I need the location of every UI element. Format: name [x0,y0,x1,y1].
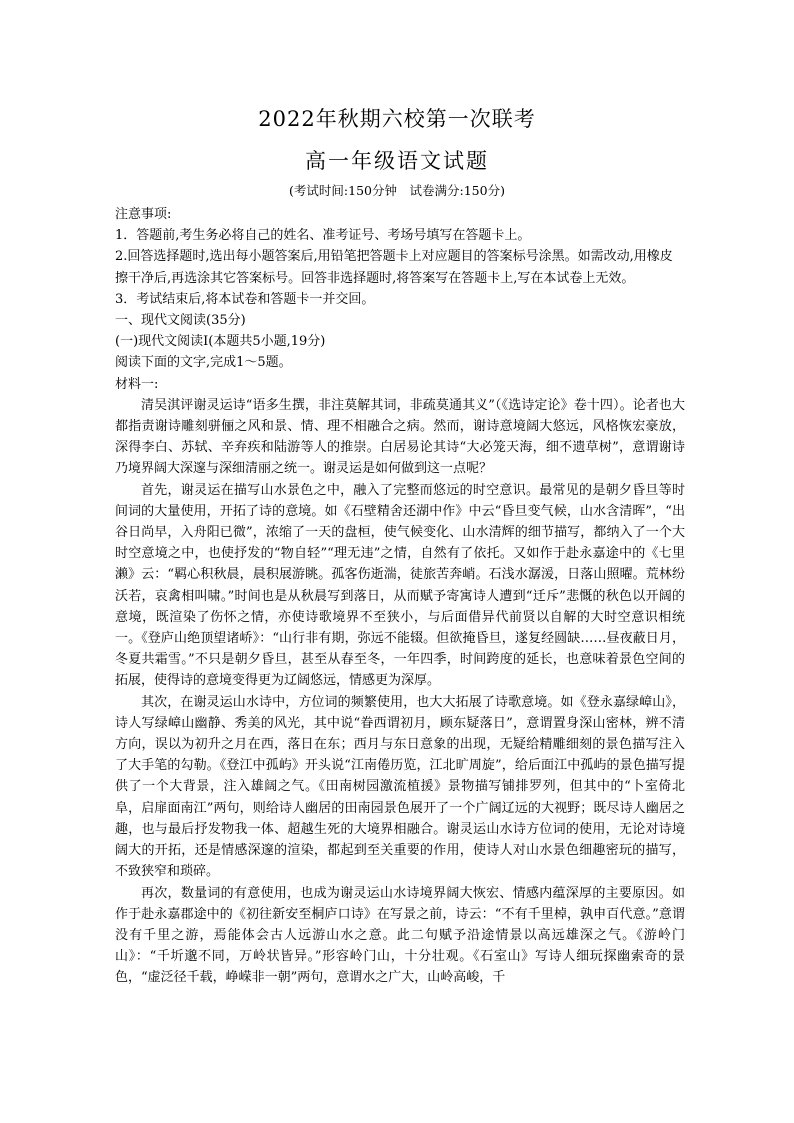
passage-paragraph-2: 首先，谢灵运在描写山水景色之中，融入了完整而悠远的时空意识。最常见的是朝夕昏旦等时间词的大量使用，开拓了诗的意境。如《石壁精舍还湖中作》中云“昏旦变气候，山水含清晖”，“出谷日尚早，入舟阳已微”，浓缩了一天的盘桓，使气候变化、山水清辉的细节描写，都纳入了一个大时空意境之中，也使抒发的“物自轻”“理无违”之情，自然有了依托。又如作于赴永嘉途中的《七里濑》云：“羁心积秋晨，晨积展游眺。孤客伤逝湍，徒旅苦奔峭。石浅水潺湲，日落山照曜。荒林纷沃若，哀禽相叫啸。”时间也是从秋晨写到落日，从而赋予寄寓诗人遭到“迁斥”悲慨的秋色以开阔的意境，既渲染了伤怀之情，亦使诗歌境界不至狭小，与后面借异代前贤以自解的大时空意识相统一。《登庐山绝顶望诸峤》：“山行非有期，弥远不能辍。但欲掩昏旦，遂复经圆缺……昼夜蔽日月，冬夏共霜雪。”不只是朝夕昏旦，甚至从春至冬，一年四季，时间跨度的延长，也意味着景色空间的拓展，使得诗的意境变得更为辽阔悠远，情感更为深厚。 [115,482,685,689]
reading-instruction: 阅读下面的文字,完成1～5题。 [115,355,292,371]
exam-time-info: (考试时间:150分钟 试卷满分:150分) [289,183,505,198]
exam-subtitle: 高一年级语文试题 [305,149,489,173]
passage-paragraph-4: 再次，数量词的有意使用，也成为谢灵运山水诗境界阔大恢宏、情感内蕴深厚的主要原因。如作于赴永嘉郡途中的《初往新安至桐庐口诗》在写景之前，诗云：“不有千里棹，孰申百代意。”意谓没有千里之游，焉能体会古人远游山水之意。此二句赋予沿途情景以高远雄深之气。《游岭门山》：“千圻邈不同，万岭状皆异。”形容岭门山，十分壮观。《石室山》写诗人细玩探幽索奇的景色，“虚泛径千载，峥嵘非一朝”两句，意谓水之广大，山岭高峻，千 [115,885,685,986]
exam-body [115,204,685,989]
notice-item-2: 2.回答选择题时,选出每小题答案后,用铅笔把答题卡上对应题目的答案标号涂黑。如需改动,用橡皮擦干净后,再选涂其它答案标号。回答非选择题时,将答案写在答题卡上,写在本试卷上无效。 [115,249,673,286]
passage-paragraph-1: 清吴淇评谢灵运诗“语多生撰，非注莫解其词，非疏莫通其义”（《选诗定论》卷十四）。论者也大都指责谢诗雕刻骈俪之风和景、情、理不相融合之病。然而，谢诗意境阔大悠远，风格恢宏豪放，深得李白、苏轼、辛弃疾和陆游等人的推崇。白居易论其诗“大必笼天海，细不遗草树”，意谓谢诗乃境界阔大深邃与深细清丽之统一。谢灵运是如何做到这一点呢？ [115,397,685,477]
material-label: 材料一: [115,376,159,392]
notice-item-3: 3．考试结束后,将本试卷和答题卡一并交回。 [115,291,375,307]
exam-title: 2022年秋期六校第一次联考 [258,107,536,131]
passage-paragraph-3: 其次，在谢灵运山水诗中，方位词的频繁使用，也大大拓展了诗歌意境。如《登永嘉绿嶂山》，诗人写绿嶂山幽静、秀美的风光，其中说“眷西谓初月，顾东疑落日”，意谓置身深山密林，辨不清方向，误以为初升之月在西，落日在东；西月与东日意象的出现，无疑给精雕细刻的景色描写注入了大手笔的勾勒。《登江中孤屿》开头说“江南倦历览，江北旷周旋”，给后面江中孤屿的景色描写提供了一个大背景，注入雄阔之气。《田南树园激流植援》景物描写铺排罗列，但其中的“卜室倚北阜，启扉面南江”两句，则给诗人幽居的田南园景色展开了一个广阔辽远的大视野；既尽诗人幽居之趣，也与最后抒发物我一体、超越生死的大境界相融合。谢灵运山水诗方位词的使用，无论对诗境阔大的开拓，还是情感深邃的渲染，都起到至关重要的作用，使诗人对山水景色细趣密玩的描写，不致狭窄和琐碎。 [115,694,685,880]
notice-item-1: 1．答题前,考生务必将自己的姓名、准考证号、考场号填写在答题卡上。 [115,228,531,244]
passage [115,395,685,989]
section-subheading: (一)现代文阅读Ⅰ(本题共5小题,19分) [115,334,326,350]
section-heading: 一、现代文阅读(35分) [115,313,246,329]
notice-heading: 注意事项: [115,207,172,222]
